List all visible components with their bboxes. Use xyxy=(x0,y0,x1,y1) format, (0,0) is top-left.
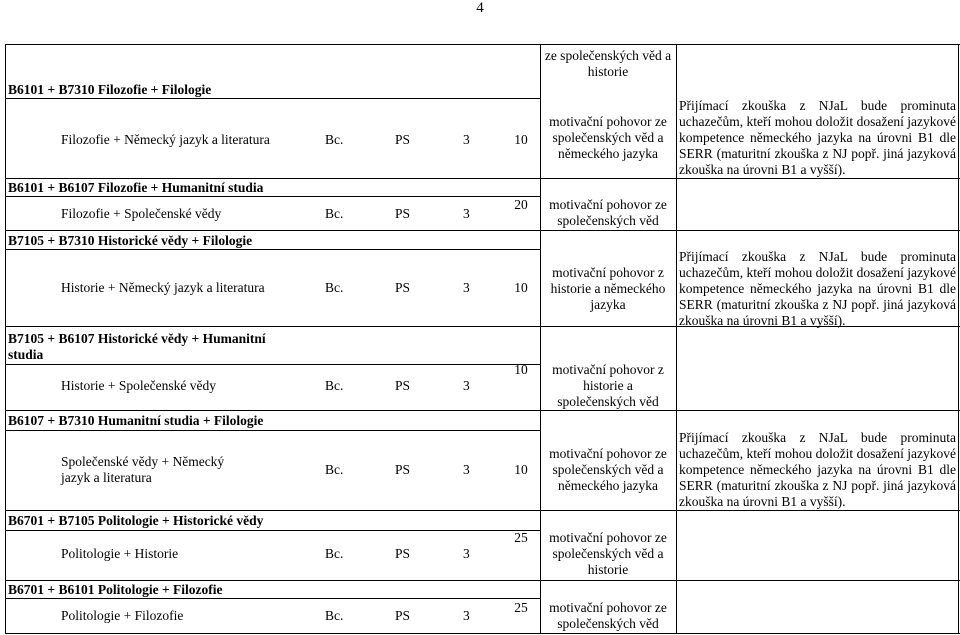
study-length: 3 xyxy=(463,378,470,393)
requirement: motivační pohovor ze společenských věd xyxy=(549,600,667,631)
capacity: 10 xyxy=(514,362,528,377)
rule xyxy=(5,178,960,179)
capacity: 25 xyxy=(514,600,528,615)
study-form: PS xyxy=(395,608,411,623)
study-form: PS xyxy=(395,132,411,147)
rule xyxy=(958,44,959,634)
study-form: PS xyxy=(395,280,411,295)
rule xyxy=(5,410,960,411)
subject: Politologie + Filozofie xyxy=(61,608,184,623)
study-length: 3 xyxy=(463,132,470,147)
requirement: motivační pohovor ze společenských věd a německého jazyka xyxy=(549,446,667,493)
program-heading: B6701 + B7105 Politologie + Historické vědy xyxy=(8,513,264,528)
degree: Bc. xyxy=(325,462,344,477)
degree: Bc. xyxy=(325,206,344,221)
requirement-carryover: ze společenských věd a historie xyxy=(544,48,672,79)
rule xyxy=(5,430,540,431)
subject: Filozofie + Německý jazyk a literatura xyxy=(61,132,270,147)
rule xyxy=(5,230,960,231)
degree: Bc. xyxy=(325,546,344,561)
note: Přijímací zkouška z NJaL bude prominuta uchazečům, kteří mohou doložit dosažení jazykové kompetence německého jazyka na úrovni B1 dle SERR (maturitní zkouška z NJ popř. jiná jazyková zkouška na úrovni B1 a vyšší). xyxy=(679,249,956,328)
rule xyxy=(5,530,540,531)
program-heading: B6107 + B7310 Humanitní studia + Filologie xyxy=(8,413,264,428)
degree: Bc. xyxy=(325,132,344,147)
study-form: PS xyxy=(395,206,411,221)
capacity: 10 xyxy=(514,132,528,147)
study-length: 3 xyxy=(463,206,470,221)
capacity: 10 xyxy=(514,280,528,295)
program-heading: B6101 + B7310 Filozofie + Filologie xyxy=(8,82,212,97)
note: Přijímací zkouška z NJaL bude prominuta uchazečům, kteří mohou doložit dosažení jazykové kompetence německého jazyka na úrovni B1 dle SERR (maturitní zkouška z NJ popř. jiná jazyková zkouška na úrovni B1 a vyšší). xyxy=(679,98,956,177)
rule xyxy=(5,633,960,634)
subject: Historie + Německý jazyk a literatura xyxy=(61,280,265,295)
rule xyxy=(5,364,540,365)
study-form: PS xyxy=(395,462,411,477)
requirement: motivační pohovor ze společenských věd a historie xyxy=(549,530,667,577)
rule xyxy=(5,598,540,599)
capacity: 25 xyxy=(514,530,528,545)
page-number: 4 xyxy=(476,0,484,16)
subject: Historie + Společenské vědy xyxy=(61,378,216,393)
subject: Společenské vědy + Německý jazyk a literatura xyxy=(61,454,225,485)
rule xyxy=(5,44,6,634)
requirement: motivační pohovor z historie a německého jazyka xyxy=(550,265,666,312)
program-heading: B7105 + B7310 Historické vědy + Filologie xyxy=(8,233,253,248)
subject: Politologie + Historie xyxy=(61,546,179,561)
program-heading: B6701 + B6101 Politologie + Filozofie xyxy=(8,582,223,597)
degree: Bc. xyxy=(325,608,344,623)
study-form: PS xyxy=(395,546,411,561)
requirement: motivační pohovor ze společenských věd xyxy=(549,197,667,228)
program-heading: B7105 + B6107 Historické vědy + Humanitní studia xyxy=(8,331,266,362)
study-length: 3 xyxy=(463,608,470,623)
capacity: 10 xyxy=(514,462,528,477)
capacity: 20 xyxy=(514,197,528,212)
rule xyxy=(5,249,540,250)
rule xyxy=(5,580,960,581)
study-length: 3 xyxy=(463,546,470,561)
degree: Bc. xyxy=(325,280,344,295)
program-heading: B6101 + B6107 Filozofie + Humanitní studia xyxy=(8,180,264,195)
degree: Bc. xyxy=(325,378,344,393)
note: Přijímací zkouška z NJaL bude prominuta uchazečům, kteří mohou doložit dosažení jazykové kompetence německého jazyka na úrovni B1 dle SERR (maturitní zkouška z NJ popř. jiná jazyková zkouška na úrovni B1 a vyšší). xyxy=(679,430,956,509)
study-form: PS xyxy=(395,378,411,393)
rule xyxy=(5,196,540,197)
rule xyxy=(5,510,960,511)
rule xyxy=(676,44,677,634)
rule xyxy=(5,98,540,99)
rule xyxy=(5,44,960,45)
subject: Filozofie + Společenské vědy xyxy=(61,206,222,221)
study-length: 3 xyxy=(463,280,470,295)
study-length: 3 xyxy=(463,462,470,477)
requirement: motivační pohovor ze společenských věd a německého jazyka xyxy=(549,114,667,161)
requirement: motivační pohovor z historie a společenských věd xyxy=(552,362,664,409)
